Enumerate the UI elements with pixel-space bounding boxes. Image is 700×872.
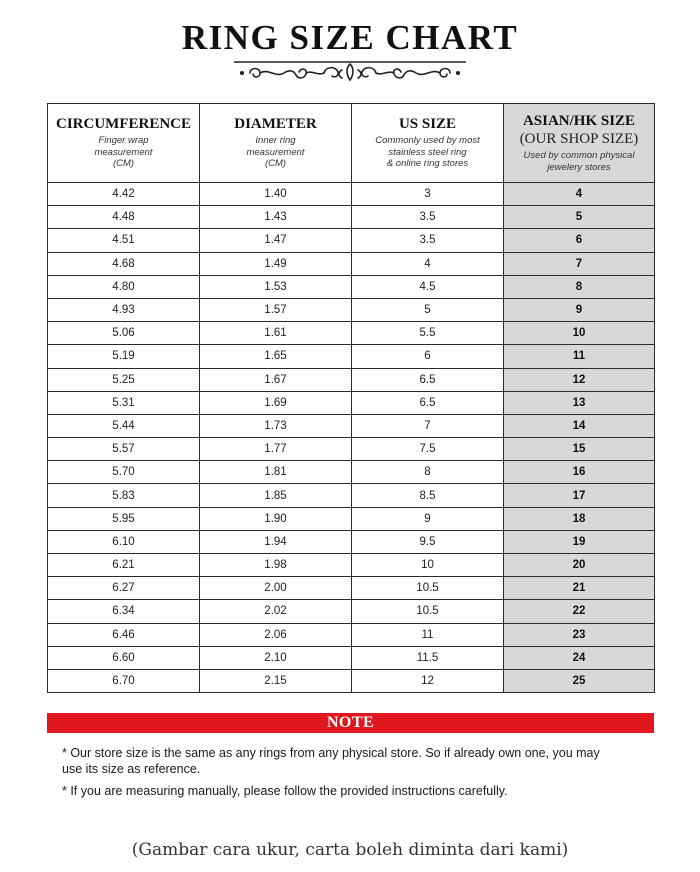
table-row [48,461,655,484]
cell-asian-size: 17 [504,484,655,507]
table-row [48,345,655,368]
cell-us-size: 3.5 [352,229,504,252]
cell-asian-size: 8 [504,275,655,298]
cell-circumference: 5.06 [48,322,200,345]
table-row [48,206,655,229]
cell-asian-size: 13 [504,391,655,414]
cell-us-size: 6.5 [352,368,504,391]
cell-circumference: 6.34 [48,600,200,623]
cell-circumference: 6.10 [48,530,200,553]
cell-diameter: 2.02 [200,600,352,623]
table-row [48,646,655,669]
header-circumference-subtitle: Finger wrap measurement (CM) [94,135,153,170]
cell-asian-size: 20 [504,554,655,577]
cell-diameter: 1.67 [200,368,352,391]
cell-asian-size: 25 [504,669,655,692]
cell-circumference: 5.57 [48,438,200,461]
header-us-size-title: US SIZE [398,116,457,133]
cell-asian-size: 5 [504,206,655,229]
table-row [48,322,655,345]
cell-asian-size: 23 [504,623,655,646]
note-banner: NOTE [47,713,654,733]
cell-diameter: 1.53 [200,275,352,298]
cell-circumference: 5.19 [48,345,200,368]
cell-us-size: 7.5 [352,438,504,461]
table-row [48,391,655,414]
cell-us-size: 4 [352,252,504,275]
cell-us-size: 5 [352,298,504,321]
cell-diameter: 1.90 [200,507,352,530]
table-header-row [48,104,655,183]
ring-size-table [47,103,655,693]
header-diameter [200,104,352,183]
table-row [48,229,655,252]
cell-diameter: 1.43 [200,206,352,229]
table-row [48,530,655,553]
table-row [48,554,655,577]
cell-us-size: 12 [352,669,504,692]
cell-us-size: 3 [352,183,504,206]
cell-asian-size: 19 [504,530,655,553]
cell-circumference: 6.46 [48,623,200,646]
cell-diameter: 2.15 [200,669,352,692]
header-diameter-subtitle: Inner ring measurement (CM) [246,135,305,170]
cell-circumference: 5.31 [48,391,200,414]
header-asian-size-subtitle: Used by common physical jewelery stores [523,150,635,173]
cell-us-size: 10 [352,554,504,577]
cell-circumference: 5.25 [48,368,200,391]
cell-circumference: 4.68 [48,252,200,275]
cell-diameter: 2.06 [200,623,352,646]
cell-circumference: 6.60 [48,646,200,669]
cell-circumference: 6.70 [48,669,200,692]
cell-us-size: 3.5 [352,206,504,229]
cell-us-size: 6.5 [352,391,504,414]
cell-diameter: 1.73 [200,414,352,437]
cell-us-size: 5.5 [352,322,504,345]
cell-us-size: 10.5 [352,577,504,600]
table-row [48,275,655,298]
cell-asian-size: 10 [504,322,655,345]
cell-diameter: 1.49 [200,252,352,275]
cell-diameter: 1.47 [200,229,352,252]
note-item: * Our store size is the same as any rings from any physical store. So if already own one, you may use its size as reference. [62,746,600,776]
table-row [48,368,655,391]
cell-circumference: 4.93 [48,298,200,321]
cell-us-size: 6 [352,345,504,368]
cell-circumference: 4.51 [48,229,200,252]
table-row [48,183,655,206]
table-row [48,484,655,507]
cell-circumference: 5.70 [48,461,200,484]
header-asian-size-title: ASIAN/HK SIZE [522,113,636,129]
cell-us-size: 4.5 [352,275,504,298]
cell-asian-size: 6 [504,229,655,252]
cell-us-size: 8 [352,461,504,484]
header-asian-size [504,104,655,183]
table-row [48,507,655,530]
cell-circumference: 4.48 [48,206,200,229]
cell-asian-size: 4 [504,183,655,206]
cell-circumference: 5.83 [48,484,200,507]
cell-diameter: 1.85 [200,484,352,507]
cell-diameter: 1.57 [200,298,352,321]
cell-circumference: 5.44 [48,414,200,437]
cell-circumference: 6.27 [48,577,200,600]
cell-us-size: 11.5 [352,646,504,669]
cell-us-size: 7 [352,414,504,437]
note-item: * If you are measuring manually, please follow the provided instructions carefully. [62,784,508,798]
cell-diameter: 1.81 [200,461,352,484]
cell-diameter: 1.77 [200,438,352,461]
table-row [48,577,655,600]
flourish-ornament-icon [230,58,470,88]
cell-asian-size: 15 [504,438,655,461]
cell-asian-size: 16 [504,461,655,484]
cell-circumference: 4.42 [48,183,200,206]
table-row [48,414,655,437]
cell-circumference: 4.80 [48,275,200,298]
cell-us-size: 11 [352,623,504,646]
cell-us-size: 9.5 [352,530,504,553]
cell-us-size: 10.5 [352,600,504,623]
notes-section [62,745,622,805]
cell-diameter: 1.65 [200,345,352,368]
header-circumference-title: CIRCUMFERENCE [56,116,191,133]
cell-asian-size: 18 [504,507,655,530]
cell-asian-size: 12 [504,368,655,391]
header-circumference [48,104,200,183]
page-title: RING SIZE CHART [181,18,519,57]
header-us-size-subtitle: Commonly used by most stainless steel ring & online ring stores [375,135,480,170]
cell-diameter: 1.40 [200,183,352,206]
cell-diameter: 2.00 [200,577,352,600]
header-asian-size-shop-label: (OUR SHOP SIZE) [519,131,639,147]
cell-us-size: 8.5 [352,484,504,507]
cell-circumference: 6.21 [48,554,200,577]
cell-asian-size: 14 [504,414,655,437]
table-row [48,438,655,461]
cell-asian-size: 9 [504,298,655,321]
cell-asian-size: 11 [504,345,655,368]
table-row [48,623,655,646]
cell-asian-size: 21 [504,577,655,600]
cell-diameter: 1.61 [200,322,352,345]
cell-circumference: 5.95 [48,507,200,530]
table-row [48,252,655,275]
cell-diameter: 1.69 [200,391,352,414]
cell-diameter: 1.98 [200,554,352,577]
cell-asian-size: 22 [504,600,655,623]
cell-diameter: 2.10 [200,646,352,669]
table-row [48,600,655,623]
header-diameter-title: DIAMETER [234,116,317,133]
cell-asian-size: 24 [504,646,655,669]
header-us-size [352,104,504,183]
table-row [48,298,655,321]
cell-us-size: 9 [352,507,504,530]
cell-diameter: 1.94 [200,530,352,553]
footer-caption: (Gambar cara ukur, carta boleh diminta dari kami) [131,840,569,860]
table-row [48,669,655,692]
cell-asian-size: 7 [504,252,655,275]
